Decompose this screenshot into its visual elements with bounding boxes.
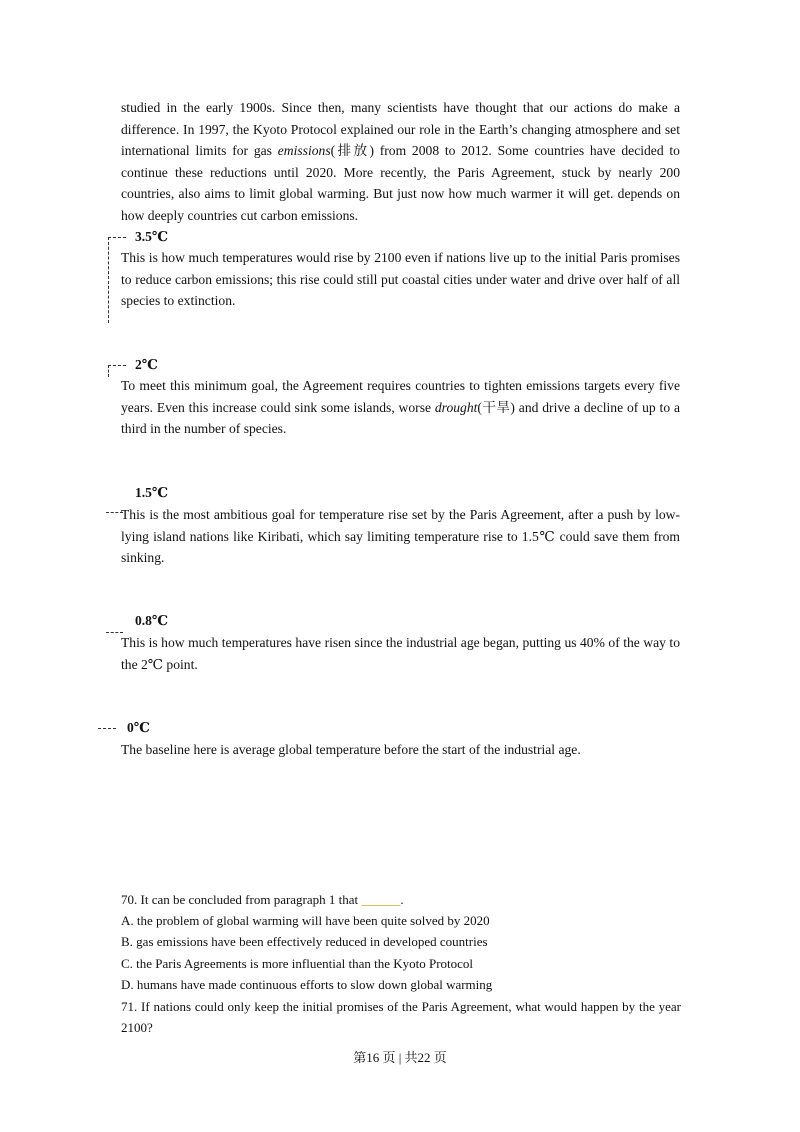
level-0-heading: 0℃ (127, 720, 150, 735)
level-0-8-heading: 0.8℃ (135, 613, 169, 628)
level-2-dash (108, 365, 126, 366)
intro-text-1: studied in the early 1900s. Since then, many scientists have thought that our actions do make a difference. In 1997, the Kyoto Protocol explained our role in the Earth’s changing atmosphere and set international limits for gas (121, 100, 680, 159)
intro-paragraph (121, 97, 680, 227)
level-1-5-heading: 1.5℃ (135, 485, 169, 500)
question-70: 70. It can be concluded from paragraph 1 that ______. (121, 892, 404, 907)
level-3-5-bracket (108, 237, 109, 323)
level-3-5-heading: 3.5℃ (135, 229, 169, 244)
level-1-5-text: This is the most ambitious goal for temperature rise set by the Paris Agreement, after a push by low-lying island nations like Kiribati, which say limiting temperature rise to 1.5℃ could save them from sinking. (121, 507, 680, 566)
level-3-5-dash (108, 237, 126, 238)
q70-option-a: A. the problem of global warming will have been quite solved by 2020 (121, 913, 490, 928)
page-footer: 第16 页 | 共22 页 (353, 1050, 447, 1065)
level-0-8-text: This is how much temperatures have risen since the industrial age began, putting us 40% of the way to the 2℃ point. (121, 635, 680, 672)
level-0-dash (98, 728, 116, 729)
level-0-text: The baseline here is average global temperature before the start of the industrial age. (121, 742, 581, 757)
emissions-word: emissions (277, 143, 331, 159)
level-2-bracket (108, 365, 109, 377)
question-71: 71. If nations could only keep the initial promises of the Paris Agreement, what would happen by the year 2100? (121, 999, 681, 1036)
q70-option-c: C. the Paris Agreements is more influential than the Kyoto Protocol (121, 956, 474, 971)
q70-option-d: D. humans have made continuous efforts to slow down global warming (121, 977, 493, 992)
drought-word: drought (434, 399, 478, 415)
level-2-text: To meet this minimum goal, the Agreement requires countries to tighten emissions targets every five years. Even this increase could sink some islands, worse drought(干旱) and drive a decline of up to a third in the number of species. (121, 378, 680, 437)
level-2-heading: 2℃ (135, 357, 158, 372)
answer-blank: ______ (361, 892, 401, 907)
q70-option-b: B. gas emissions have been effectively reduced in developed countries (121, 934, 488, 949)
level-3-5-text: This is how much temperatures would rise by 2100 even if nations live up to the initial Paris promises to reduce carbon emissions; this rise could still put coastal cities under water and drive over half of all species to extinction. (121, 250, 680, 309)
intro-text-2: (排放) from 2008 to 2012. Some countries have decided to continue these reductions until 2020. More recently, the Paris Agreement, stuck by nearly 200 countries, also aims to limit global warming. But just now how much warmer it will get. depends on how deeply countries cut carbon emissions. (121, 143, 680, 223)
